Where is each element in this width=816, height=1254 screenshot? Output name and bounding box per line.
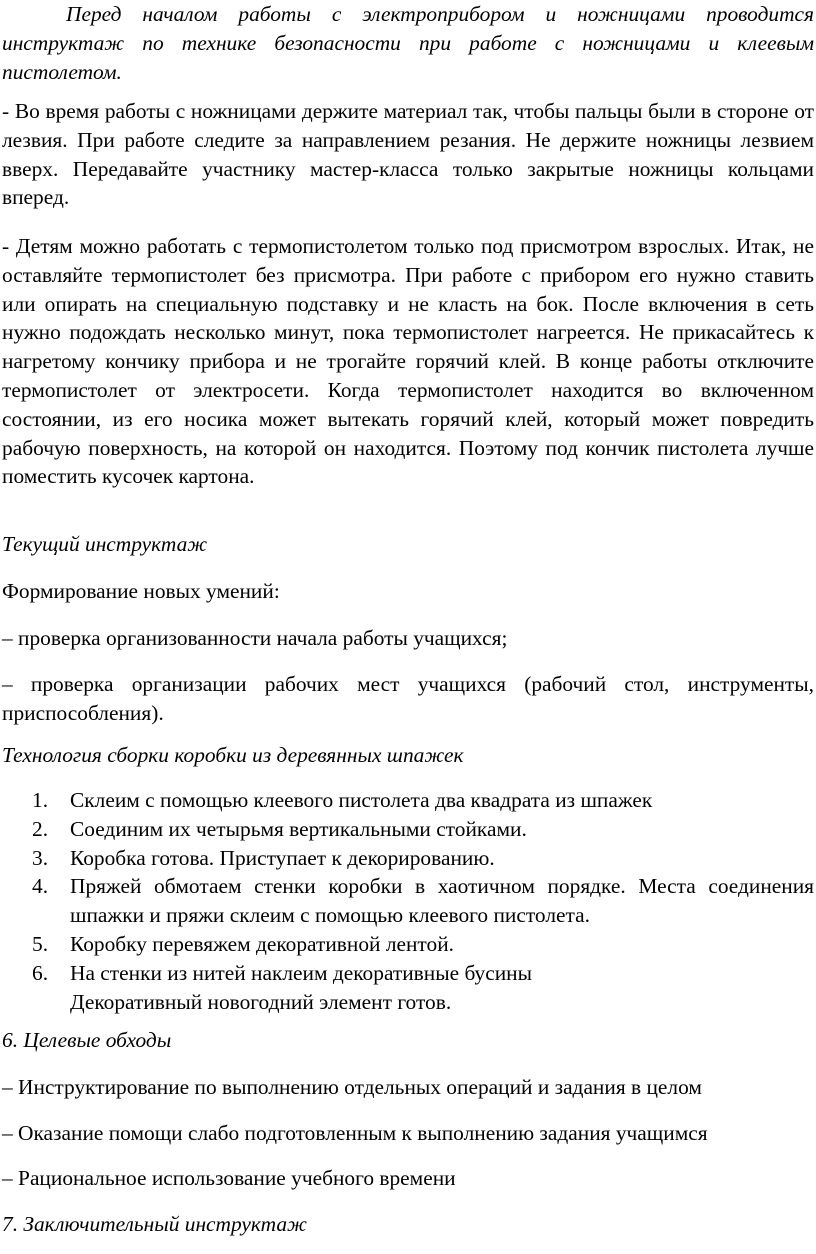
list-item-text: Пряжей обмотаем стенки коробки в хаотичном порядке. Места соединения шпажки и пряжи склеим с помощью клеевого пистолета.: [70, 874, 814, 928]
list-item: [2, 959, 814, 988]
section-6-heading: 6. Целевые обходы: [2, 1028, 172, 1052]
list-item-text: Коробка готова. Приступает к декорированию.: [70, 845, 495, 870]
list-final-line: [2, 988, 814, 1017]
technology-heading: Технология сборки коробки из деревянных шпажек: [2, 743, 464, 767]
rounds-item-2: – Оказание помощи слабо подготовленным к выполнению задания учащимся: [2, 1121, 708, 1145]
final-line-text: Декоративный новогодний элемент готов.: [70, 989, 452, 1014]
list-item-text: На стенки из нитей наклеим декоративные бусины: [70, 960, 532, 985]
list-item-text: Коробку перевяжем декоративной лентой.: [70, 931, 454, 956]
glue-gun-safety-paragraph: - Детям можно работать с термопистолетом только под присмотром взрослых. Итак, не оставляйте термопистолет без присмотра. При работе с прибором его нужно ставить или опирать на специальную подставку и не класть на бок. После включения в сеть нужно подождать несколько минут, пока термопистолет нагреется. Не прикасайтесь к нагретому кончику прибора и не трогайте горячий клей. В конце работы отключите термопистолет от электросети. Когда термопистолет находится во включенном состоянии, из его носика может вытекать горячий клей, который может повредить рабочую поверхность, на которой он находится. Поэтому под кончик пистолета лучше поместить кусочек картона.: [2, 234, 814, 489]
section-7-heading: 7. Заключительный инструктаж: [2, 1212, 307, 1236]
list-item: [2, 872, 814, 930]
list-item-number: 5.: [32, 931, 49, 956]
list-item-number: 6.: [32, 960, 49, 985]
list-item: [2, 930, 814, 959]
intro-paragraph: Перед началом работы с электроприбором и ножницами проводится инструктаж по технике безопасности при работе с ножницами и клеевым пистолетом.: [2, 2, 814, 84]
list-item-text: Соединим их четырьмя вертикальными стойками.: [70, 816, 527, 841]
rounds-item-1: – Инструктирование по выполнению отдельных операций и задания в целом: [2, 1075, 702, 1099]
list-item-text: Склеим с помощью клеевого пистолета два квадрата из шпажек: [70, 788, 653, 812]
list-item-number: 4.: [32, 874, 49, 899]
list-item-number: 2.: [32, 816, 49, 841]
skills-heading: Формирование новых умений:: [2, 579, 280, 603]
list-item: [2, 844, 814, 873]
assembly-steps-list: [2, 786, 814, 1016]
list-item-number: 3.: [32, 845, 49, 870]
list-item: [2, 786, 814, 815]
current-instruction-heading: Текущий инструктаж: [2, 532, 208, 556]
rounds-item-3: – Рациональное использование учебного времени: [2, 1166, 456, 1190]
scissors-safety-paragraph: - Во время работы с ножницами держите материал так, чтобы пальцы были в стороне от лезвия. При работе следите за направлением резания. Не держите ножницы лезвием вверх. Передавайте участнику мастер-класса только закрытые ножницы кольцами вперед.: [2, 99, 814, 210]
check-item-1: – проверка организованности начала работы учащихся;: [2, 626, 508, 650]
list-item-number: 1.: [32, 788, 49, 812]
check-item-2: – проверка организации рабочих мест учащихся (рабочий стол, инструменты, приспособления).: [2, 672, 814, 725]
list-item: [2, 815, 814, 844]
